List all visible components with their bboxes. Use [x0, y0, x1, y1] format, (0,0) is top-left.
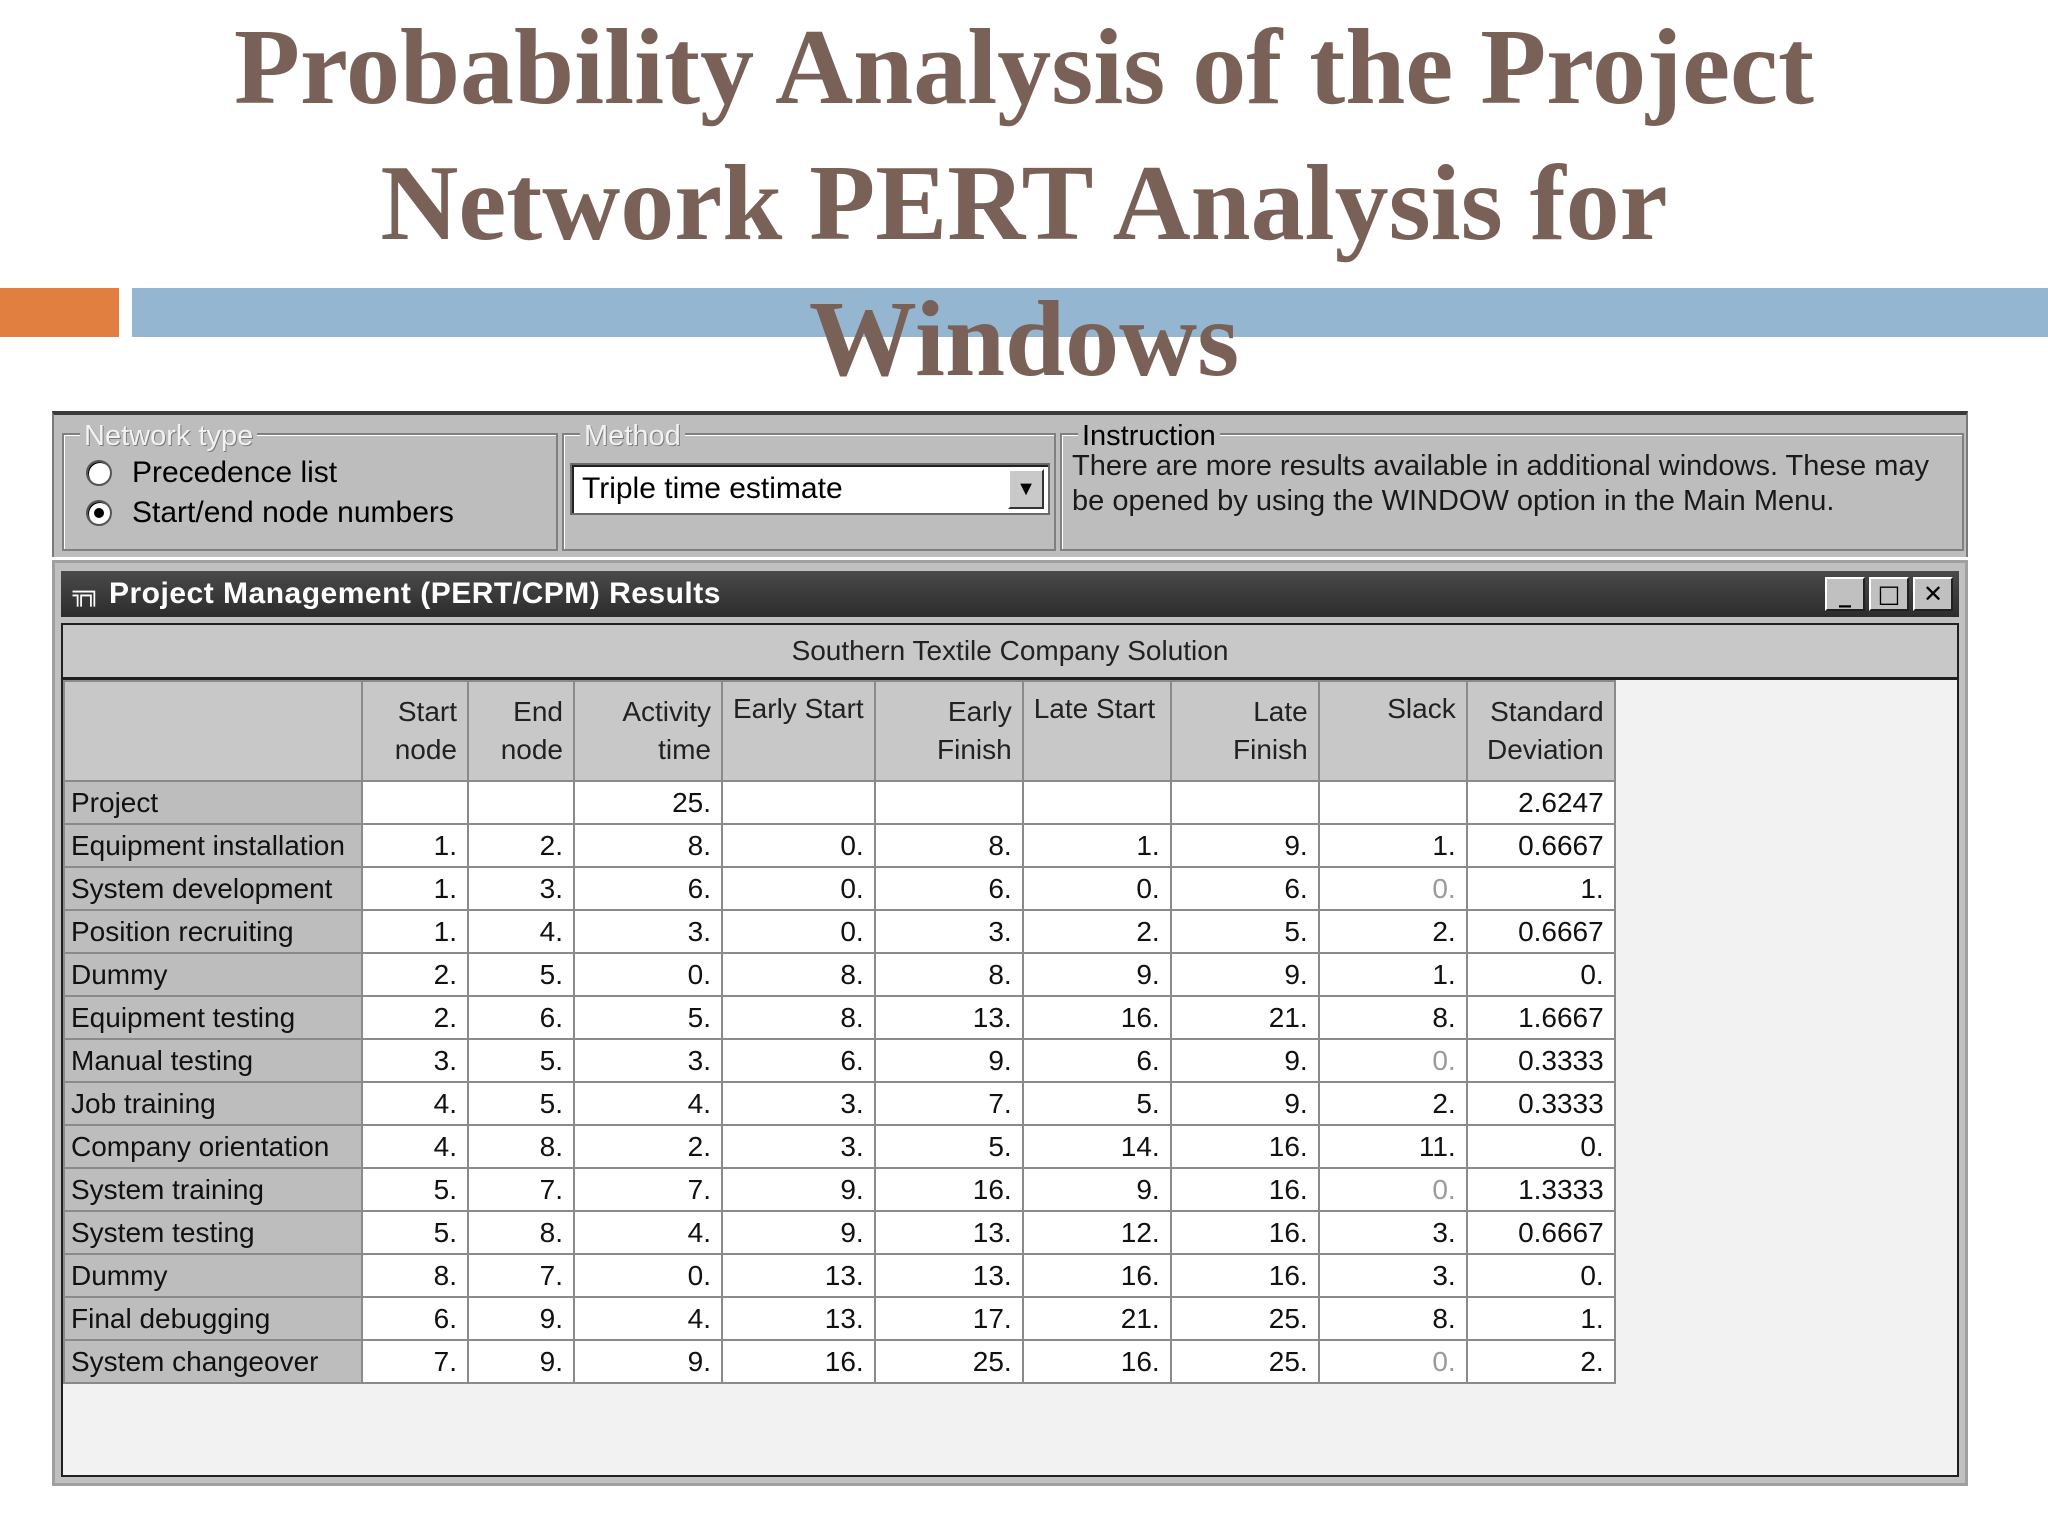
cell-lf[interactable]: 6. — [1171, 867, 1319, 910]
cell-end[interactable]: 3. — [468, 867, 574, 910]
cell-end[interactable]: 8. — [468, 1211, 574, 1254]
start-end-node-radio-row[interactable] — [86, 495, 454, 531]
cell-time[interactable]: 3. — [574, 910, 722, 953]
cell-end[interactable]: 2. — [468, 824, 574, 867]
cell-time[interactable]: 0. — [574, 1254, 722, 1297]
instruction-legend: Instruction — [1078, 421, 1220, 451]
table-row — [64, 910, 1615, 953]
cell-time[interactable]: 8. — [574, 824, 722, 867]
cell-lf[interactable]: 9. — [1171, 1082, 1319, 1125]
table-row — [64, 1211, 1615, 1254]
cell-ef[interactable]: 13. — [875, 996, 1023, 1039]
header-early-start: Early Start — [722, 681, 875, 781]
header-late-start: Late Start — [1023, 681, 1171, 781]
cell-sd[interactable]: 0. — [1467, 1125, 1615, 1168]
cell-start[interactable]: 4. — [362, 1125, 468, 1168]
row-activity-name[interactable]: Equipment testing — [64, 996, 362, 1039]
cell-slack[interactable]: 3. — [1319, 1211, 1467, 1254]
cell-end[interactable]: 8. — [468, 1125, 574, 1168]
cell-time[interactable]: 25. — [574, 781, 722, 824]
cell-lf[interactable]: 5. — [1171, 910, 1319, 953]
cell-slack[interactable]: 0. — [1319, 1340, 1467, 1383]
cell-ef[interactable]: 25. — [875, 1340, 1023, 1383]
cell-es[interactable]: 16. — [722, 1340, 875, 1383]
method-select-value: Triple time estimate — [582, 472, 843, 505]
row-activity-name[interactable]: Equipment installation — [64, 824, 362, 867]
cell-sd[interactable]: 1. — [1467, 867, 1615, 910]
cell-start[interactable]: 2. — [362, 953, 468, 996]
cell-start[interactable]: 2. — [362, 996, 468, 1039]
method-group — [562, 420, 1056, 551]
cell-lf[interactable]: 16. — [1171, 1254, 1319, 1297]
cell-ls[interactable]: 6. — [1023, 1039, 1171, 1082]
cell-end[interactable]: 4. — [468, 910, 574, 953]
cell-ls[interactable]: 2. — [1023, 910, 1171, 953]
cell-es[interactable]: 13. — [722, 1254, 875, 1297]
row-activity-name[interactable]: Manual testing — [64, 1039, 362, 1082]
row-activity-name[interactable]: System testing — [64, 1211, 362, 1254]
cell-lf[interactable]: 25. — [1171, 1297, 1319, 1340]
header-late-finish: Late Finish — [1171, 681, 1319, 781]
cell-ef[interactable] — [875, 781, 1023, 824]
precedence-list-radio[interactable] — [86, 460, 112, 486]
cell-es[interactable]: 8. — [722, 996, 875, 1039]
network-type-legend: Network type — [80, 421, 257, 451]
cell-start[interactable]: 5. — [362, 1168, 468, 1211]
cell-slack[interactable]: 11. — [1319, 1125, 1467, 1168]
cell-slack[interactable]: 0. — [1319, 1168, 1467, 1211]
cell-ls[interactable]: 14. — [1023, 1125, 1171, 1168]
row-activity-name[interactable]: System training — [64, 1168, 362, 1211]
maximize-button[interactable]: □ — [1869, 577, 1909, 611]
cell-sd[interactable]: 2.6247 — [1467, 781, 1615, 824]
table-row — [64, 1168, 1615, 1211]
cell-end[interactable]: 9. — [468, 1297, 574, 1340]
precedence-list-radio-row[interactable] — [86, 455, 337, 491]
cell-end[interactable] — [468, 781, 574, 824]
cell-ls[interactable]: 5. — [1023, 1082, 1171, 1125]
cell-slack[interactable]: 0. — [1319, 1039, 1467, 1082]
cell-ls[interactable]: 9. — [1023, 1168, 1171, 1211]
cell-ef[interactable]: 5. — [875, 1125, 1023, 1168]
cell-sd[interactable]: 0.3333 — [1467, 1082, 1615, 1125]
results-grid — [61, 623, 1959, 1477]
cell-lf[interactable]: 9. — [1171, 1039, 1319, 1082]
table-row — [64, 996, 1615, 1039]
cell-ls[interactable] — [1023, 781, 1171, 824]
cell-ef[interactable]: 8. — [875, 824, 1023, 867]
cell-ef[interactable]: 9. — [875, 1039, 1023, 1082]
instruction-group — [1060, 420, 1964, 551]
close-button[interactable]: ✕ — [1913, 577, 1953, 611]
slide-title-line-2: Network PERT Analysis for — [380, 144, 1668, 263]
cell-time[interactable]: 2. — [574, 1125, 722, 1168]
cell-es[interactable]: 0. — [722, 824, 875, 867]
header-start-node: Start node — [362, 681, 468, 781]
cell-slack[interactable]: 2. — [1319, 1082, 1467, 1125]
cell-sd[interactable]: 0.3333 — [1467, 1039, 1615, 1082]
method-legend: Method — [580, 421, 685, 451]
method-select[interactable] — [570, 463, 1050, 515]
table-row — [64, 867, 1615, 910]
header-activity-time: Activity time — [574, 681, 722, 781]
table-row — [64, 1082, 1615, 1125]
row-activity-name[interactable]: System development — [64, 867, 362, 910]
table-row — [64, 824, 1615, 867]
header-slack: Slack — [1319, 681, 1467, 781]
cell-time[interactable]: 4. — [574, 1082, 722, 1125]
cell-time[interactable]: 3. — [574, 1039, 722, 1082]
cell-es[interactable]: 0. — [722, 910, 875, 953]
cell-es[interactable]: 9. — [722, 1211, 875, 1254]
cell-lf[interactable] — [1171, 781, 1319, 824]
cell-time[interactable]: 4. — [574, 1297, 722, 1340]
cell-start[interactable]: 1. — [362, 910, 468, 953]
cell-ef[interactable]: 7. — [875, 1082, 1023, 1125]
cell-time[interactable]: 7. — [574, 1168, 722, 1211]
cell-ls[interactable]: 0. — [1023, 867, 1171, 910]
table-row — [64, 1039, 1615, 1082]
cell-ls[interactable]: 9. — [1023, 953, 1171, 996]
cell-lf[interactable]: 9. — [1171, 824, 1319, 867]
row-activity-name[interactable]: System changeover — [64, 1340, 362, 1383]
row-activity-name[interactable]: Position recruiting — [64, 910, 362, 953]
cell-ls[interactable]: 16. — [1023, 1254, 1171, 1297]
cell-time[interactable]: 9. — [574, 1340, 722, 1383]
cell-lf[interactable]: 16. — [1171, 1168, 1319, 1211]
solution-caption: Southern Textile Company Solution — [63, 625, 1957, 680]
cell-sd[interactable]: 0. — [1467, 1254, 1615, 1297]
cell-time[interactable]: 6. — [574, 867, 722, 910]
row-activity-name[interactable]: Final debugging — [64, 1297, 362, 1340]
cell-es[interactable]: 13. — [722, 1297, 875, 1340]
minimize-button[interactable]: _ — [1825, 577, 1865, 611]
cell-slack[interactable]: 3. — [1319, 1254, 1467, 1297]
row-activity-name[interactable]: Dummy — [64, 953, 362, 996]
cell-end[interactable]: 7. — [468, 1254, 574, 1297]
cell-ef[interactable]: 6. — [875, 867, 1023, 910]
header-early-finish: Early Finish — [875, 681, 1023, 781]
cell-ls[interactable]: 21. — [1023, 1297, 1171, 1340]
cell-slack[interactable]: 1. — [1319, 953, 1467, 996]
instruction-text: There are more results available in additional windows. These may be opened by using the WINDOW option in the Main Menu. — [1072, 450, 1930, 517]
cell-time[interactable]: 4. — [574, 1211, 722, 1254]
cell-ef[interactable]: 13. — [875, 1211, 1023, 1254]
cell-start[interactable]: 4. — [362, 1082, 468, 1125]
cell-slack[interactable]: 0. — [1319, 867, 1467, 910]
network-type-group — [62, 420, 558, 551]
cell-lf[interactable]: 16. — [1171, 1125, 1319, 1168]
table-row — [64, 781, 1615, 824]
results-table — [63, 680, 1616, 1384]
cell-sd[interactable]: 1. — [1467, 1297, 1615, 1340]
cell-lf[interactable]: 25. — [1171, 1340, 1319, 1383]
cell-end[interactable]: 6. — [468, 996, 574, 1039]
header-corner — [64, 681, 362, 781]
cell-end[interactable]: 5. — [468, 1039, 574, 1082]
cell-ef[interactable]: 17. — [875, 1297, 1023, 1340]
row-activity-name[interactable]: Job training — [64, 1082, 362, 1125]
cell-es[interactable]: 0. — [722, 867, 875, 910]
precedence-list-label: Precedence list — [132, 456, 338, 489]
table-header-row — [64, 681, 1615, 781]
cell-end[interactable]: 9. — [468, 1340, 574, 1383]
cell-start[interactable]: 3. — [362, 1039, 468, 1082]
table-row — [64, 1297, 1615, 1340]
cell-sd[interactable]: 1.3333 — [1467, 1168, 1615, 1211]
cell-ls[interactable]: 1. — [1023, 824, 1171, 867]
cell-time[interactable]: 5. — [574, 996, 722, 1039]
cell-sd[interactable]: 0.6667 — [1467, 1211, 1615, 1254]
cell-lf[interactable]: 16. — [1171, 1211, 1319, 1254]
slide-title-line-1: Probability Analysis of the Project — [234, 8, 1814, 127]
header-std-deviation: Standard Deviation — [1467, 681, 1615, 781]
cell-ef[interactable]: 13. — [875, 1254, 1023, 1297]
cell-es[interactable]: 9. — [722, 1168, 875, 1211]
cell-slack[interactable]: 8. — [1319, 996, 1467, 1039]
cell-es[interactable]: 6. — [722, 1039, 875, 1082]
cell-ls[interactable]: 16. — [1023, 1340, 1171, 1383]
cell-slack[interactable] — [1319, 781, 1467, 824]
cell-end[interactable]: 7. — [468, 1168, 574, 1211]
pert-app-icon: ╦╗ — [72, 581, 100, 607]
row-activity-name[interactable]: Project — [64, 781, 362, 824]
window-title: Project Management (PERT/CPM) Results — [109, 577, 721, 610]
cell-start[interactable]: 1. — [362, 824, 468, 867]
dropdown-arrow-icon[interactable]: ▼ — [1008, 469, 1044, 509]
cell-ls[interactable]: 16. — [1023, 996, 1171, 1039]
row-activity-name[interactable]: Company orientation — [64, 1125, 362, 1168]
cell-start[interactable]: 8. — [362, 1254, 468, 1297]
cell-es[interactable]: 3. — [722, 1125, 875, 1168]
cell-ef[interactable]: 3. — [875, 910, 1023, 953]
cell-sd[interactable]: 0. — [1467, 953, 1615, 996]
cell-start[interactable] — [362, 781, 468, 824]
cell-lf[interactable]: 9. — [1171, 953, 1319, 996]
table-row — [64, 1125, 1615, 1168]
cell-time[interactable]: 0. — [574, 953, 722, 996]
cell-lf[interactable]: 21. — [1171, 996, 1319, 1039]
start-end-node-radio[interactable] — [86, 500, 112, 526]
table-row — [64, 1254, 1615, 1297]
cell-slack[interactable]: 2. — [1319, 910, 1467, 953]
header-end-node: End node — [468, 681, 574, 781]
cell-ls[interactable]: 12. — [1023, 1211, 1171, 1254]
cell-slack[interactable]: 1. — [1319, 824, 1467, 867]
cell-slack[interactable]: 8. — [1319, 1297, 1467, 1340]
cell-es[interactable]: 8. — [722, 953, 875, 996]
slide-title-line-3: Windows — [808, 280, 1240, 399]
table-row — [64, 953, 1615, 996]
cell-start[interactable]: 7. — [362, 1340, 468, 1383]
results-table-body — [64, 781, 1615, 1383]
cell-ef[interactable]: 8. — [875, 953, 1023, 996]
cell-sd[interactable]: 2. — [1467, 1340, 1615, 1383]
cell-sd[interactable]: 0.6667 — [1467, 910, 1615, 953]
window-titlebar[interactable] — [61, 571, 1959, 617]
results-window — [52, 560, 1968, 1486]
cell-end[interactable]: 5. — [468, 1082, 574, 1125]
cell-es[interactable]: 3. — [722, 1082, 875, 1125]
cell-start[interactable]: 6. — [362, 1297, 468, 1340]
table-row — [64, 1340, 1615, 1383]
row-activity-name[interactable]: Dummy — [64, 1254, 362, 1297]
cell-ef[interactable]: 16. — [875, 1168, 1023, 1211]
cell-es[interactable] — [722, 781, 875, 824]
options-panel — [52, 411, 1968, 557]
cell-sd[interactable]: 1.6667 — [1467, 996, 1615, 1039]
cell-start[interactable]: 1. — [362, 867, 468, 910]
cell-end[interactable]: 5. — [468, 953, 574, 996]
start-end-node-label: Start/end node numbers — [132, 496, 454, 529]
cell-start[interactable]: 5. — [362, 1211, 468, 1254]
slide-title — [0, 0, 2048, 408]
cell-sd[interactable]: 0.6667 — [1467, 824, 1615, 867]
